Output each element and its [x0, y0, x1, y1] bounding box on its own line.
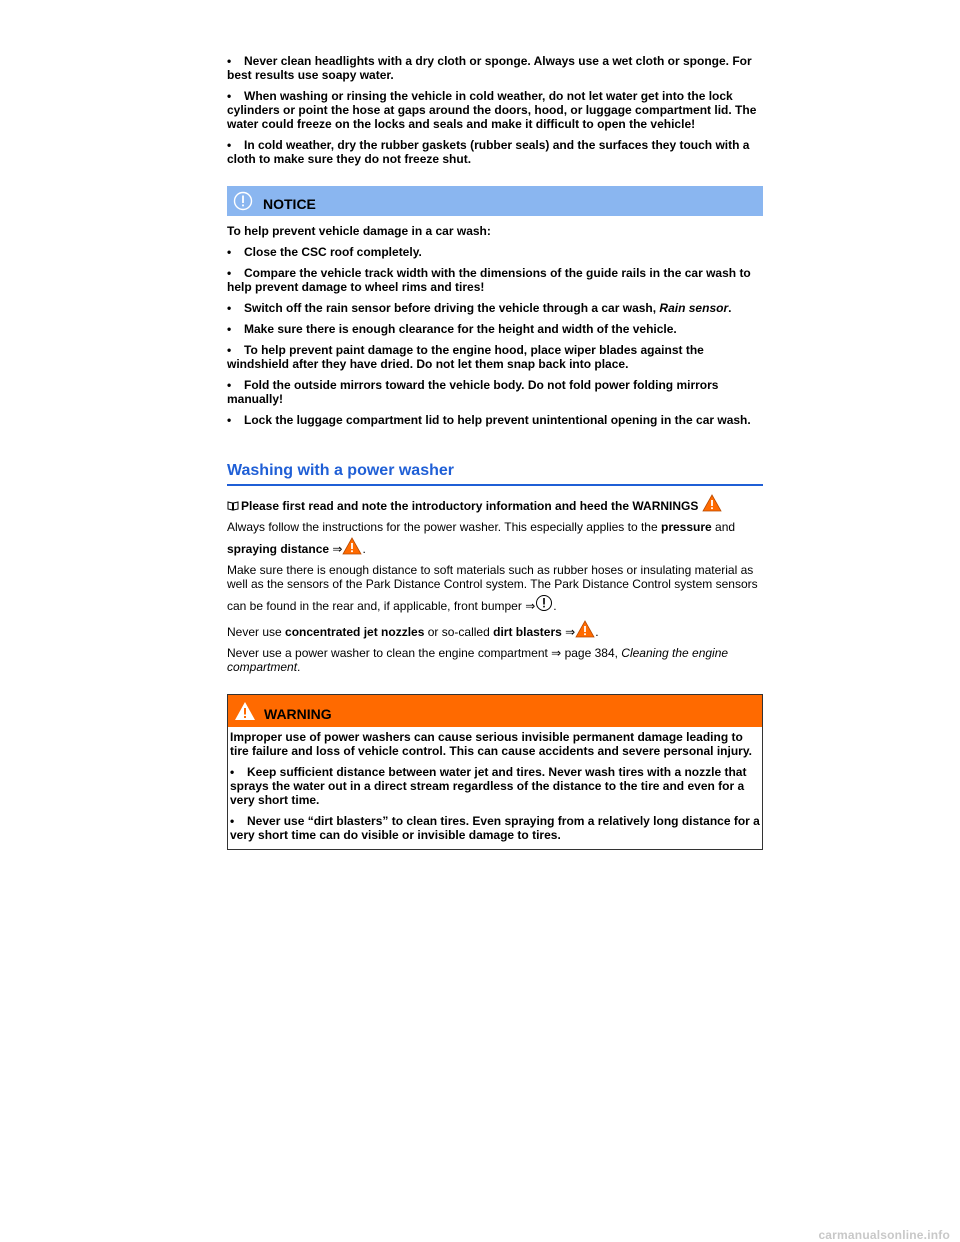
warning-triangle-icon[interactable] — [342, 537, 362, 555]
warning-box — [227, 694, 763, 850]
watermark-footer: carmanualsonline.info — [818, 1228, 950, 1242]
spraying-distance-line: spraying distance ⇒ . — [227, 537, 763, 556]
distance-paragraph: Make sure there is enough distance to soft materials such as rubber hoses or insulating material as well as the sensors of the Park Distance Control system. The Park Distance Control system sensors — [227, 563, 758, 591]
list-item: • Make sure there is enough clearance for the height and width of the vehicle. — [227, 322, 677, 336]
list-item: • Lock the luggage compartment lid to help prevent unintentional opening in the car wash. — [227, 413, 751, 427]
warning-header — [228, 695, 762, 727]
notice-list — [227, 245, 763, 427]
notice-title: NOTICE — [263, 196, 316, 212]
notice-intro: To help prevent vehicle damage in a car wash: — [227, 224, 491, 238]
warning-triangle-icon[interactable] — [702, 494, 722, 512]
list-item: • Compare the vehicle track width with the dimensions of the guide rails in the car wash to help prevent damage to wheel rims and tires! — [227, 266, 751, 294]
list-item: • Close the CSC roof completely. — [227, 245, 422, 259]
intro-line: Please first read and note the introductory information and heed the WARNINGS — [227, 494, 763, 513]
rain-sensor-link[interactable]: Rain sensor — [659, 301, 729, 315]
list-item: • Never use “dirt blasters” to clean tires. Even spraying from a relatively long distance for a very short time can do visible or invisible damage to tires. — [230, 814, 760, 842]
section-title: Washing with a power washer — [227, 461, 763, 486]
cleaning-tips-list — [227, 54, 763, 166]
book-icon — [227, 501, 239, 511]
pressure-paragraph: Always follow the instructions for the power washer. This especially applies to the pressure and — [227, 520, 736, 534]
list-item: • Never clean headlights with a dry cloth or sponge. Always use a wet cloth or sponge. For best results use soapy water. — [227, 54, 752, 82]
list-item: • Fold the outside mirrors toward the vehicle body. Do not fold power folding mirrors manually! — [227, 378, 719, 406]
list-item: • When washing or rinsing the vehicle in cold weather, do not let water get into the lock cylinders or point the hose at gaps around the doors, hood, or luggage compartment lid. The water could freeze on the locks and seals and make it difficult to open the vehicle! — [227, 89, 757, 131]
engine-compartment-paragraph: Never use a power washer to clean the engine compartment ⇒ page 384, Cleaning the engine compartment. — [227, 646, 729, 674]
warning-body — [228, 727, 762, 849]
list-item: • Keep sufficient distance between water jet and tires. Never wash tires with a nozzle that sprays the water out in a direct stream regardless of the distance to the tire and even for a very short time. — [230, 765, 747, 807]
notice-icon[interactable] — [535, 594, 553, 612]
nozzles-paragraph: Never use concentrated jet nozzles or so-called dirt blasters ⇒ . — [227, 620, 763, 639]
warning-title: WARNING — [264, 706, 332, 722]
warning-intro: Improper use of power washers can cause serious invisible permanent damage leading to tire failure and loss of vehicle control. This can cause accidents and severe personal injury. — [230, 730, 752, 758]
bumper-line: can be found in the rear and, if applicable, front bumper ⇒ . — [227, 594, 763, 613]
warning-triangle-icon[interactable] — [575, 620, 595, 638]
engine-cleaning-link[interactable]: Cleaning the engine compartment — [227, 646, 729, 674]
list-item: • Switch off the rain sensor before driving the vehicle through a car wash, Rain sensor. — [227, 301, 732, 315]
list-item: • In cold weather, dry the rubber gaskets (rubber seals) and the surfaces they touch with a cloth to make sure they do not freeze shut. — [227, 138, 750, 166]
list-item: • To help prevent paint damage to the engine hood, place wiper blades against the windshield after they have dried. Do not let them snap back into place. — [227, 343, 704, 371]
notice-header — [227, 186, 763, 216]
notice-icon — [233, 191, 253, 211]
warning-list — [230, 765, 760, 842]
manual-page — [227, 54, 763, 850]
warning-triangle-icon — [234, 701, 256, 721]
